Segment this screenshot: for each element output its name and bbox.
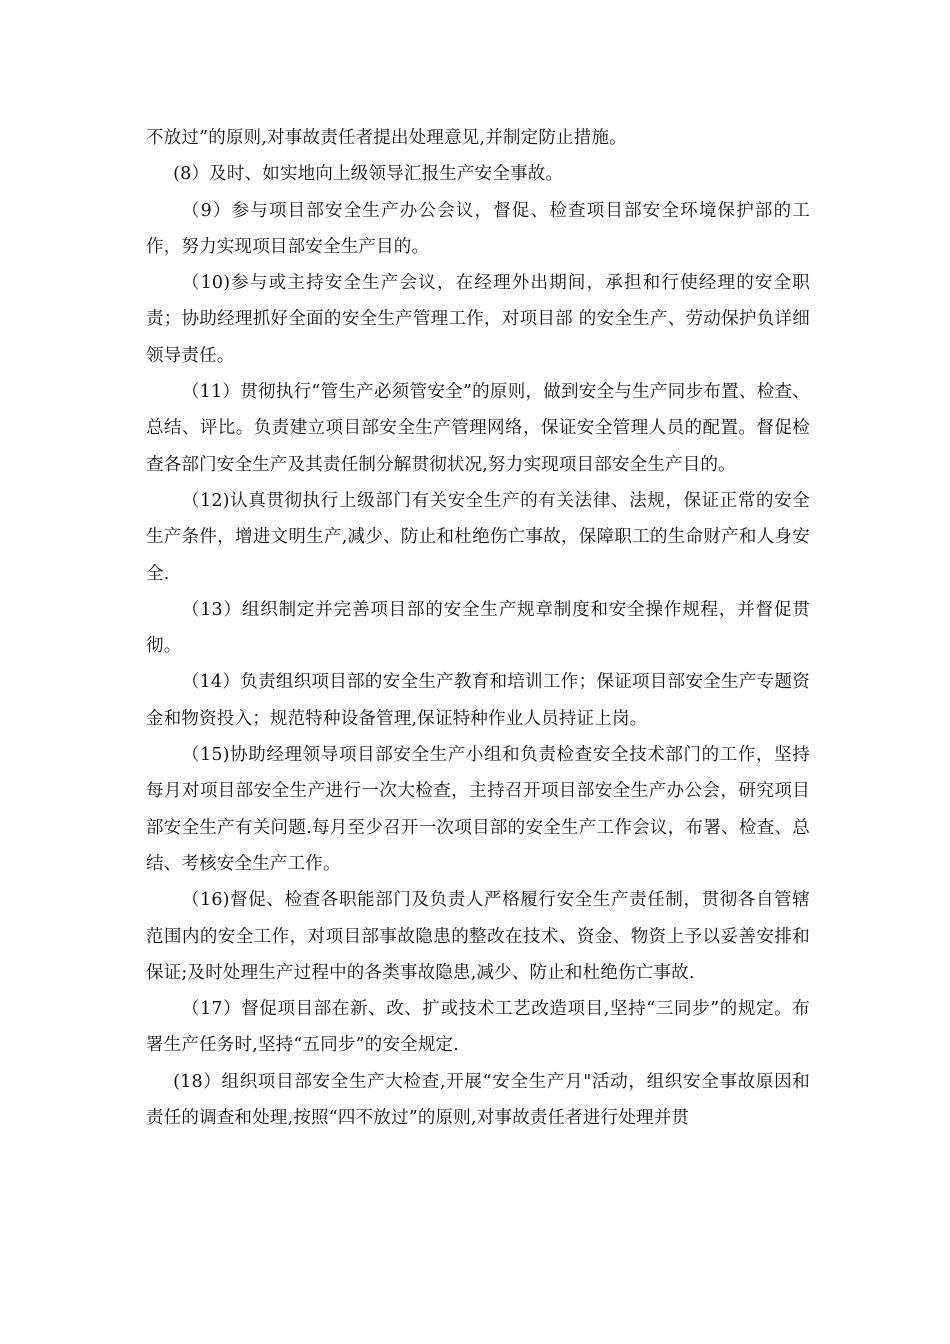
paragraph-item-11: （11）贯彻执行“管生产必须管安全”的原则，做到安全与生产同步布置、检查、总结、评比。负责建立项目部安全生产管理网络，保证安全管理人员的配置。督促检查各部门安全生产及其责任制分解贯彻状况,努力实现项目部安全生产目的。	[146, 382, 810, 475]
paragraph-item-12: （12)认真贯彻执行上级部门有关安全生产的有关法律、法规，保证正常的安全生产条件，增进文明生产,减少、防止和杜绝伤亡事故，保障职工的生命财产和人身安全.	[146, 490, 810, 584]
paragraph-item-14: （14）负责组织项目部的安全生产教育和培训工作；保证项目部安全生产专题资金和物资投入；规范特种设备管理,保证特种作业人员持证上岗。	[146, 672, 810, 729]
paragraph-item-8: (8）及时、如实地向上级领导汇报生产安全事故。	[173, 164, 564, 185]
paragraph-item-13: （13）组织制定并完善项目部的安全生产规章制度和安全操作规程，并督促贯彻。	[146, 599, 810, 657]
paragraph-item-18: (18）组织项目部安全生产大检查,开展“安全生产月"活动，组织安全事故原因和责任的调查和处理,按照“四不放过”的原则,对事故责任者进行处理并贯	[146, 1071, 810, 1129]
paragraph-item-9: （9）参与项目部安全生产办公会议，督促、检查项目部安全环境保护部的工作，努力实现项目部安全生产目的。	[146, 200, 810, 257]
paragraph-item-10: （10)参与或主持安全生产会议，在经理外出期间，承担和行使经理的安全职责；协助经理抓好全面的安全生产管理工作，对项目部 的安全生产、劳动保护负详细领导责任。	[146, 273, 810, 366]
paragraph-item-15: （15)协助经理领导项目部安全生产小组和负责检查安全技术部门的工作，坚持每月对项目部安全生产进行一次大检查，主持召开项目部安全生产办公会，研究项目部安全生产有关问题.每月至少召开一次项目部的安全生产工作会议，布署、检查、总结、考核安全生产工作。	[146, 745, 810, 874]
document-body	[146, 120, 810, 1136]
paragraph-continuation: 不放过”的原则,对事故责任者提出处理意见,并制定防止措施。	[146, 128, 627, 148]
paragraph-item-16: （16)督促、检查各职能部门及负责人严格履行安全生产责任制，贯彻各自管辖范围内的安全工作，对项目部事故隐患的整改在技术、资金、物资上予以妥善安排和保证;及时处理生产过程中的各类事故隐患,减少、防止和杜绝伤亡事故.	[146, 890, 810, 983]
paragraph-item-17: （17）督促项目部在新、改、扩或技术工艺改造项目,坚持“三同步”的规定。布署生产任务时,坚持“五同步”的安全规定.	[146, 999, 810, 1056]
